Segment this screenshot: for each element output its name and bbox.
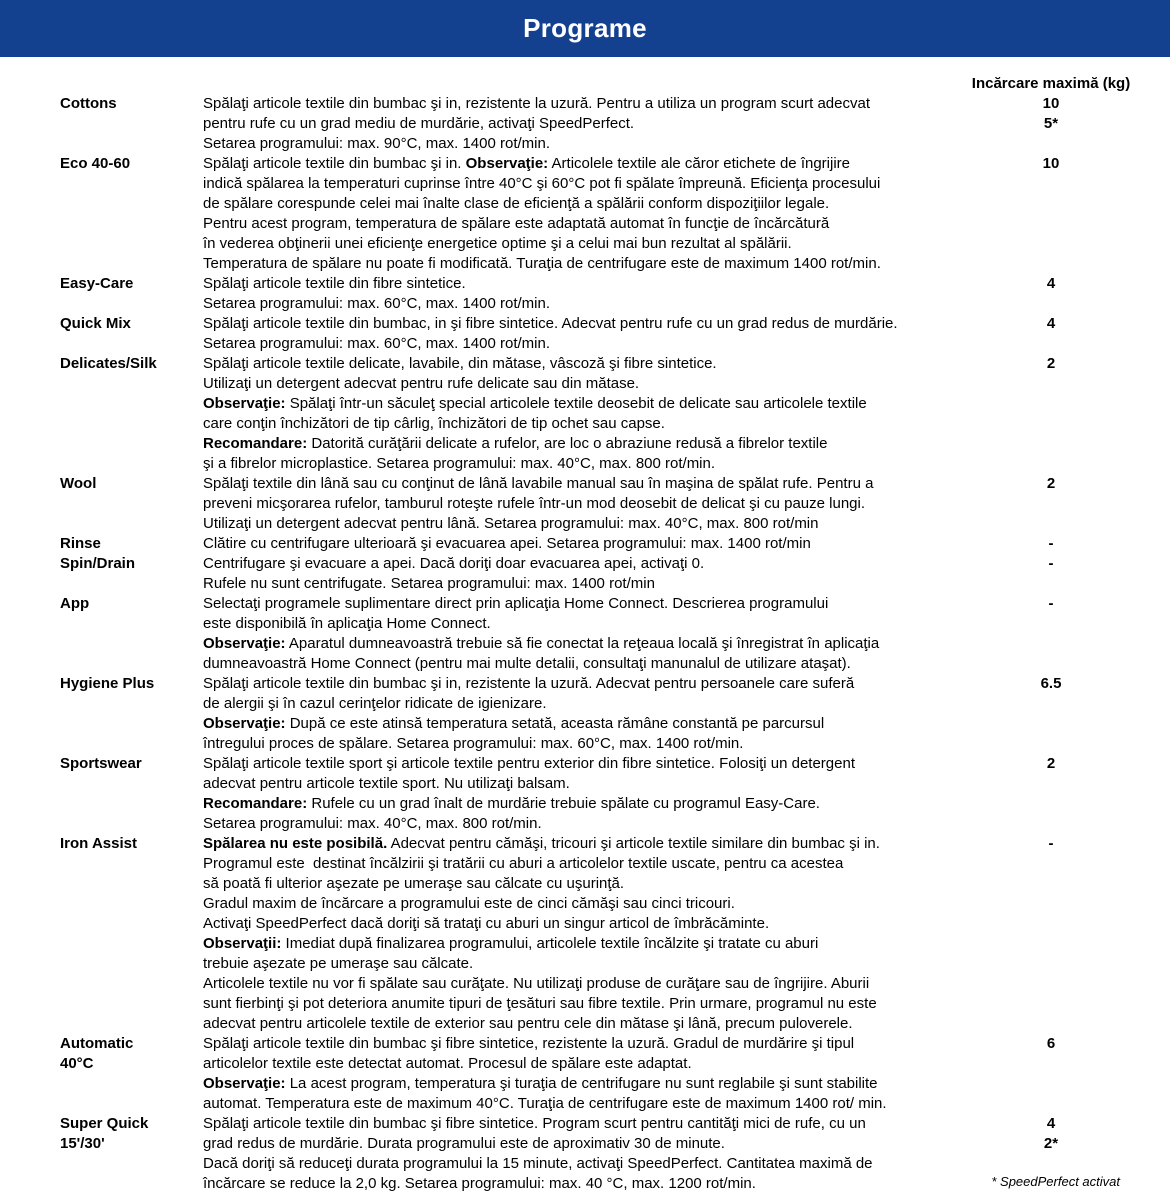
description-text-segment: Selectaţi programele suplimentare direct prin aplicaţia Home Connect. Descrierea programului	[203, 595, 829, 612]
max-load-cell	[967, 1034, 1135, 1054]
program-name-cell	[60, 554, 203, 574]
program-description-line	[203, 534, 967, 554]
description-bold-segment: Recomandare:	[203, 795, 308, 812]
program-description-line	[203, 834, 967, 854]
program-description-line	[203, 934, 967, 954]
description-text-segment: automat. Temperatura este de maximum 40°C. Turaţia de centrifugare este de maximum 1400 rot/ min.	[203, 1095, 887, 1112]
program-description-cell	[203, 594, 967, 674]
program-description-line	[203, 714, 967, 734]
program-description-line	[203, 454, 967, 474]
program-description-line	[203, 514, 967, 534]
program-description-line	[203, 1154, 967, 1174]
program-description-line	[203, 334, 967, 354]
description-text-segment: Setarea programului: max. 60°C, max. 1400 rot/min.	[203, 335, 550, 352]
max-load-column-header: Incărcare maximă (kg)	[971, 75, 1131, 92]
program-description-line	[203, 214, 967, 234]
program-name-cell	[60, 534, 203, 554]
max-load-value: 5*	[1043, 115, 1059, 132]
program-name: Quick Mix	[60, 315, 131, 332]
program-name: Hygiene Plus	[60, 675, 155, 692]
program-description-line	[203, 1134, 967, 1154]
description-bold-segment: Observaţie:	[465, 155, 549, 172]
program-name: Eco 40-60	[60, 155, 131, 172]
program-name-cell	[60, 154, 203, 174]
program-description-line	[203, 574, 967, 594]
program-description-line	[203, 1114, 967, 1134]
program-description-line	[203, 794, 967, 814]
speedperfect-footnote: * SpeedPerfect activat	[991, 1174, 1120, 1189]
table-row	[0, 354, 1170, 474]
description-text-segment: trebuie aşezate pe umeraşe sau călcate.	[203, 955, 474, 972]
program-description-cell	[203, 94, 967, 154]
program-name: Automatic	[60, 1035, 134, 1052]
max-load-value: 10	[1042, 95, 1060, 112]
description-text-segment: Articolele textile nu vor fi spălate sau curăţate. Nu utilizaţi produse de curăţare sau de îngrijire. Aburii	[203, 975, 870, 992]
program-name: 15'/30'	[60, 1135, 105, 1152]
program-description-line	[203, 1094, 967, 1114]
description-text-segment: întregului proces de spălare. Setarea programului: max. 60°C, max. 1400 rot/min.	[203, 735, 744, 752]
table-row	[0, 834, 1170, 1034]
max-load-cell	[967, 554, 1135, 574]
program-name: Super Quick	[60, 1115, 149, 1132]
program-name: Iron Assist	[60, 835, 137, 852]
program-description-line	[203, 634, 967, 654]
program-description-line	[203, 814, 967, 834]
program-name: Rinse	[60, 535, 101, 552]
table-row	[0, 314, 1170, 354]
description-text-segment: Rufele nu sunt centrifugate. Setarea programului: max. 1400 rot/min	[203, 575, 655, 592]
program-description-line	[203, 1054, 967, 1074]
description-text-segment: Clătire cu centrifugare ulterioară şi evacuarea apei. Setarea programului: max. 1400 rot/min	[203, 535, 811, 552]
description-text-segment: Articolele textile ale căror etichete de îngrijire	[548, 155, 851, 172]
program-name: Cottons	[60, 95, 117, 112]
program-name: Sportswear	[60, 755, 142, 772]
program-description-line	[203, 234, 967, 254]
description-text-segment: în vederea obţinerii unei eficienţe energetice optime şi a celui mai bun rezultat al spălării.	[203, 235, 792, 252]
description-text-segment: care conţin închizători de tip cârlig, închizători de tip ochet sau capse.	[203, 415, 665, 432]
description-text-segment: Spălaţi articole textile sport şi articole textile pentru exterior din fibre sintetice. Folosiţi un detergent	[203, 755, 855, 772]
program-description-line	[203, 854, 967, 874]
table-row	[0, 594, 1170, 674]
program-description-cell	[203, 154, 967, 274]
program-description-cell	[203, 1034, 967, 1114]
program-description-cell	[203, 754, 967, 834]
program-description-line	[203, 674, 967, 694]
program-description-line	[203, 1014, 967, 1034]
program-description-line	[203, 374, 967, 394]
description-text-segment: grad redus de murdărie. Durata programului este de aproximativ 30 de minute.	[203, 1135, 725, 1152]
description-text-segment: La acest program, temperatura şi turaţia de centrifugare nu sunt reglabile şi sunt stabilite	[285, 1075, 878, 1092]
max-load-value: -	[1048, 555, 1054, 572]
program-name: App	[60, 595, 90, 612]
max-load-value: 6	[1046, 1035, 1056, 1052]
description-text-segment: Setarea programului: max. 40°C, max. 800 rot/min.	[203, 815, 542, 832]
description-text-segment: După ce este atinsă temperatura setată, aceasta rămâne constantă pe parcursul	[285, 715, 825, 732]
program-description-cell	[203, 834, 967, 1034]
description-text-segment: Spălaţi articole textile din bumbac şi in, rezistente la uzură. Pentru a utiliza un program scurt adecvat	[203, 95, 871, 112]
description-text-segment: Spălaţi articole textile din bumbac şi in.	[203, 155, 466, 172]
program-description-line	[203, 294, 967, 314]
program-description-line	[203, 654, 967, 674]
program-description-line	[203, 1174, 967, 1194]
max-load-value: 2	[1046, 475, 1056, 492]
description-text-segment: Spălaţi articole textile din bumbac, in şi fibre sintetice. Adecvat pentru rufe cu un grad redus de murdărie.	[203, 315, 898, 332]
max-load-cell	[967, 754, 1135, 774]
program-name: Spin/Drain	[60, 555, 136, 572]
table-row	[0, 754, 1170, 834]
program-description-line	[203, 94, 967, 114]
description-text-segment: de spălare corespunde celei mai înalte clase de eficienţă a spălării conform dispoziţiilor legale.	[203, 195, 830, 212]
program-name-cell	[60, 474, 203, 494]
description-text-segment: încărcare se reduce la 2,0 kg. Setarea programului: max. 40 °C, max. 1200 rot/min.	[203, 1175, 756, 1192]
max-load-cell	[967, 354, 1135, 374]
program-description-line	[203, 954, 967, 974]
description-text-segment: Spălaţi într-un săculeţ special articolele textile deosebit de delicate sau articolele textile	[285, 395, 867, 412]
description-text-segment: Setarea programului: max. 60°C, max. 1400 rot/min.	[203, 295, 550, 312]
max-load-cell	[967, 674, 1135, 694]
program-description-cell	[203, 274, 967, 314]
program-description-line	[203, 914, 967, 934]
max-load-value: 4	[1046, 275, 1056, 292]
description-text-segment: preveni micşorarea rufelor, tamburul roteşte rufele într-un mod deosebit de delicat şi cu pauze lungi.	[203, 495, 866, 512]
description-text-segment: să poată fi ulterior aşezate pe umeraşe sau călcate cu uşurinţă.	[203, 875, 625, 892]
program-description-cell	[203, 534, 967, 554]
description-bold-segment: Spălarea nu este posibilă.	[203, 835, 388, 852]
max-load-value: -	[1048, 835, 1054, 852]
table-row	[0, 154, 1170, 274]
max-load-cell	[967, 1114, 1135, 1154]
program-name: 40°C	[60, 1055, 94, 1072]
program-description-line	[203, 314, 967, 334]
description-text-segment: Pentru acest program, temperatura de spălare este adaptată automat în funcţie de încărcătură	[203, 215, 830, 232]
description-text-segment: Centrifugare şi evacuare a apei. Dacă doriţi doar evacuarea apei, activaţi 0.	[203, 555, 705, 572]
program-name-cell	[60, 354, 203, 374]
description-bold-segment: Observaţie:	[203, 715, 286, 732]
program-name-cell	[60, 314, 203, 334]
program-description-cell	[203, 314, 967, 354]
max-load-value: 10	[1042, 155, 1060, 172]
description-text-segment: Utilizaţi un detergent adecvat pentru lână. Setarea programului: max. 40°C, max. 800 rot/min	[203, 515, 819, 532]
description-text-segment: este disponibilă în aplicaţia Home Connect.	[203, 615, 491, 632]
program-description-line	[203, 494, 967, 514]
description-text-segment: Activaţi SpeedPerfect dacă doriţi să trataţi cu aburi un singur articol de îmbrăcăminte.	[203, 915, 770, 932]
program-description-line	[203, 734, 967, 754]
program-description-line	[203, 434, 967, 454]
description-text-segment: indică spălarea la temperaturi cuprinse între 40°C şi 60°C pot fi spălate împreună. Eficienţa procesului	[203, 175, 881, 192]
max-load-value: 4	[1046, 1115, 1056, 1132]
program-description-line	[203, 474, 967, 494]
table-row	[0, 1034, 1170, 1114]
page-title: Programe	[523, 13, 647, 43]
program-description-line	[203, 114, 967, 134]
max-load-value: -	[1048, 535, 1054, 552]
program-description-cell	[203, 474, 967, 534]
description-text-segment: sunt fierbinţi şi pot deteriora anumite tipuri de ţesături sau fibre textile. Prin urmare, programul nu este	[203, 995, 877, 1012]
programs-section	[0, 74, 1170, 1194]
program-description-line	[203, 994, 967, 1014]
max-load-cell	[967, 154, 1135, 174]
description-bold-segment: Recomandare:	[203, 435, 308, 452]
description-text-segment: Dacă doriţi să reduceţi durata programului la 15 minute, activaţi SpeedPerfect. Cantitatea maximă de	[203, 1155, 873, 1172]
program-name-cell	[60, 754, 203, 774]
description-text-segment: Temperatura de spălare nu poate fi modificată. Turaţia de centrifugare este de maximum 1400 rot/min.	[203, 255, 881, 272]
description-text-segment: Datorită curăţării delicate a rufelor, are loc o abraziune redusă a fibrelor textile	[307, 435, 828, 452]
description-text-segment: şi a fibrelor microplastice. Setarea programului: max. 40°C, max. 800 rot/min.	[203, 455, 716, 472]
table-row	[0, 674, 1170, 754]
program-name: Delicates/Silk	[60, 355, 157, 372]
description-text-segment: Spălaţi articole textile din bumbac şi in, rezistente la uzură. Adecvat pentru persoanele care suferă	[203, 675, 855, 692]
description-text-segment: pentru rufe cu un grad mediu de murdărie, activaţi SpeedPerfect.	[203, 115, 635, 132]
description-text-segment: de alergii şi în cazul cerinţelor ridicate de igienizare.	[203, 695, 547, 712]
program-description-line	[203, 774, 967, 794]
program-name-cell	[60, 94, 203, 114]
program-description-line	[203, 174, 967, 194]
program-description-line	[203, 194, 967, 214]
description-text-segment: Spălaţi articole textile din bumbac şi fibre sintetice. Program scurt pentru cantităţi mici de rufe, cu un	[203, 1115, 866, 1132]
description-text-segment: Programul este destinat încălzirii şi tratării cu aburi a articolelor textile uscate, pentru ca acestea	[203, 855, 844, 872]
program-description-line	[203, 1074, 967, 1094]
column-header-row	[0, 74, 1170, 94]
program-name-cell	[60, 274, 203, 294]
program-description-cell	[203, 1114, 967, 1194]
table-row	[0, 274, 1170, 314]
title-bar	[0, 0, 1170, 57]
program-name-cell	[60, 1034, 203, 1074]
table-row	[0, 534, 1170, 554]
max-load-cell	[967, 594, 1135, 614]
program-name-cell	[60, 674, 203, 694]
description-text-segment: Spălaţi textile din lână sau cu conţinut de lână lavabile manual sau în maşina de spălat rufe. Pentru a	[203, 475, 874, 492]
description-text-segment: Spălaţi articole textile din fibre sintetice.	[203, 275, 466, 292]
program-description-cell	[203, 674, 967, 754]
table-row	[0, 474, 1170, 534]
program-name: Wool	[60, 475, 97, 492]
description-text-segment: Imediat după finalizarea programului, articolele textile încălzite şi tratate cu aburi	[281, 935, 819, 952]
description-bold-segment: Observaţie:	[203, 635, 286, 652]
description-text-segment: adecvat pentru articole textile sport. Nu utilizaţi balsam.	[203, 775, 570, 792]
description-text-segment: Gradul maxim de încărcare a programului este de cinci cămăşi sau cinci tricouri.	[203, 895, 735, 912]
description-bold-segment: Observaţie:	[203, 395, 286, 412]
program-description-line	[203, 554, 967, 574]
program-description-cell	[203, 354, 967, 474]
table-row	[0, 554, 1170, 594]
program-name-cell	[60, 1114, 203, 1154]
program-description-line	[203, 1034, 967, 1054]
table-row	[0, 94, 1170, 154]
program-description-line	[203, 594, 967, 614]
description-text-segment: Adecvat pentru cămăşi, tricouri şi articole textile similare din bumbac şi in.	[387, 835, 880, 852]
max-load-value: 2	[1046, 755, 1056, 772]
program-description-line	[203, 414, 967, 434]
description-text-segment: Spălaţi articole textile delicate, lavabile, din mătase, vâscoză şi fibre sintetice.	[203, 355, 717, 372]
program-description-line	[203, 274, 967, 294]
description-text-segment: Utilizaţi un detergent adecvat pentru rufe delicate sau din mătase.	[203, 375, 640, 392]
program-description-line	[203, 254, 967, 274]
description-text-segment: Rufele cu un grad înalt de murdărie trebuie spălate cu programul Easy-Care.	[307, 795, 820, 812]
max-load-value: -	[1048, 595, 1054, 612]
program-description-line	[203, 754, 967, 774]
program-name-cell	[60, 594, 203, 614]
max-load-cell	[967, 834, 1135, 854]
program-description-line	[203, 894, 967, 914]
max-load-cell	[967, 274, 1135, 294]
program-description-line	[203, 134, 967, 154]
description-bold-segment: Observaţie:	[203, 1075, 286, 1092]
max-load-cell	[967, 94, 1135, 134]
program-description-line	[203, 974, 967, 994]
max-load-cell	[967, 474, 1135, 494]
program-description-line	[203, 394, 967, 414]
description-bold-segment: Observaţii:	[203, 935, 282, 952]
max-load-value: 4	[1046, 315, 1056, 332]
description-text-segment: Setarea programului: max. 90°C, max. 1400 rot/min.	[203, 135, 550, 152]
program-description-line	[203, 354, 967, 374]
max-load-cell	[967, 534, 1135, 554]
program-description-cell	[203, 554, 967, 594]
description-text-segment: Aparatul dumneavoastră trebuie să fie conectat la reţeaua locală şi înregistrat în aplicaţia	[285, 635, 880, 652]
description-text-segment: dumneavoastră Home Connect (pentru mai multe detalii, consultaţi manunalul de utilizare ataşat).	[203, 655, 851, 672]
program-name: Easy-Care	[60, 275, 134, 292]
description-text-segment: articolelor textile este detectat automat. Procesul de spălare este adaptat.	[203, 1055, 692, 1072]
max-load-value: 2*	[1043, 1135, 1059, 1152]
description-text-segment: adecvat pentru articolele textile de exterior sau pentru cele din mătase şi lână, precum puloverele.	[203, 1015, 853, 1032]
max-load-value: 6.5	[1040, 675, 1062, 692]
program-description-line	[203, 694, 967, 714]
program-description-line	[203, 154, 967, 174]
programs-table	[0, 94, 1170, 1194]
program-name-cell	[60, 834, 203, 854]
description-text-segment: Spălaţi articole textile din bumbac şi fibre sintetice, rezistente la uzură. Gradul de murdărire şi tipul	[203, 1035, 855, 1052]
program-description-line	[203, 614, 967, 634]
program-description-line	[203, 874, 967, 894]
max-load-value: 2	[1046, 355, 1056, 372]
max-load-cell	[967, 314, 1135, 334]
